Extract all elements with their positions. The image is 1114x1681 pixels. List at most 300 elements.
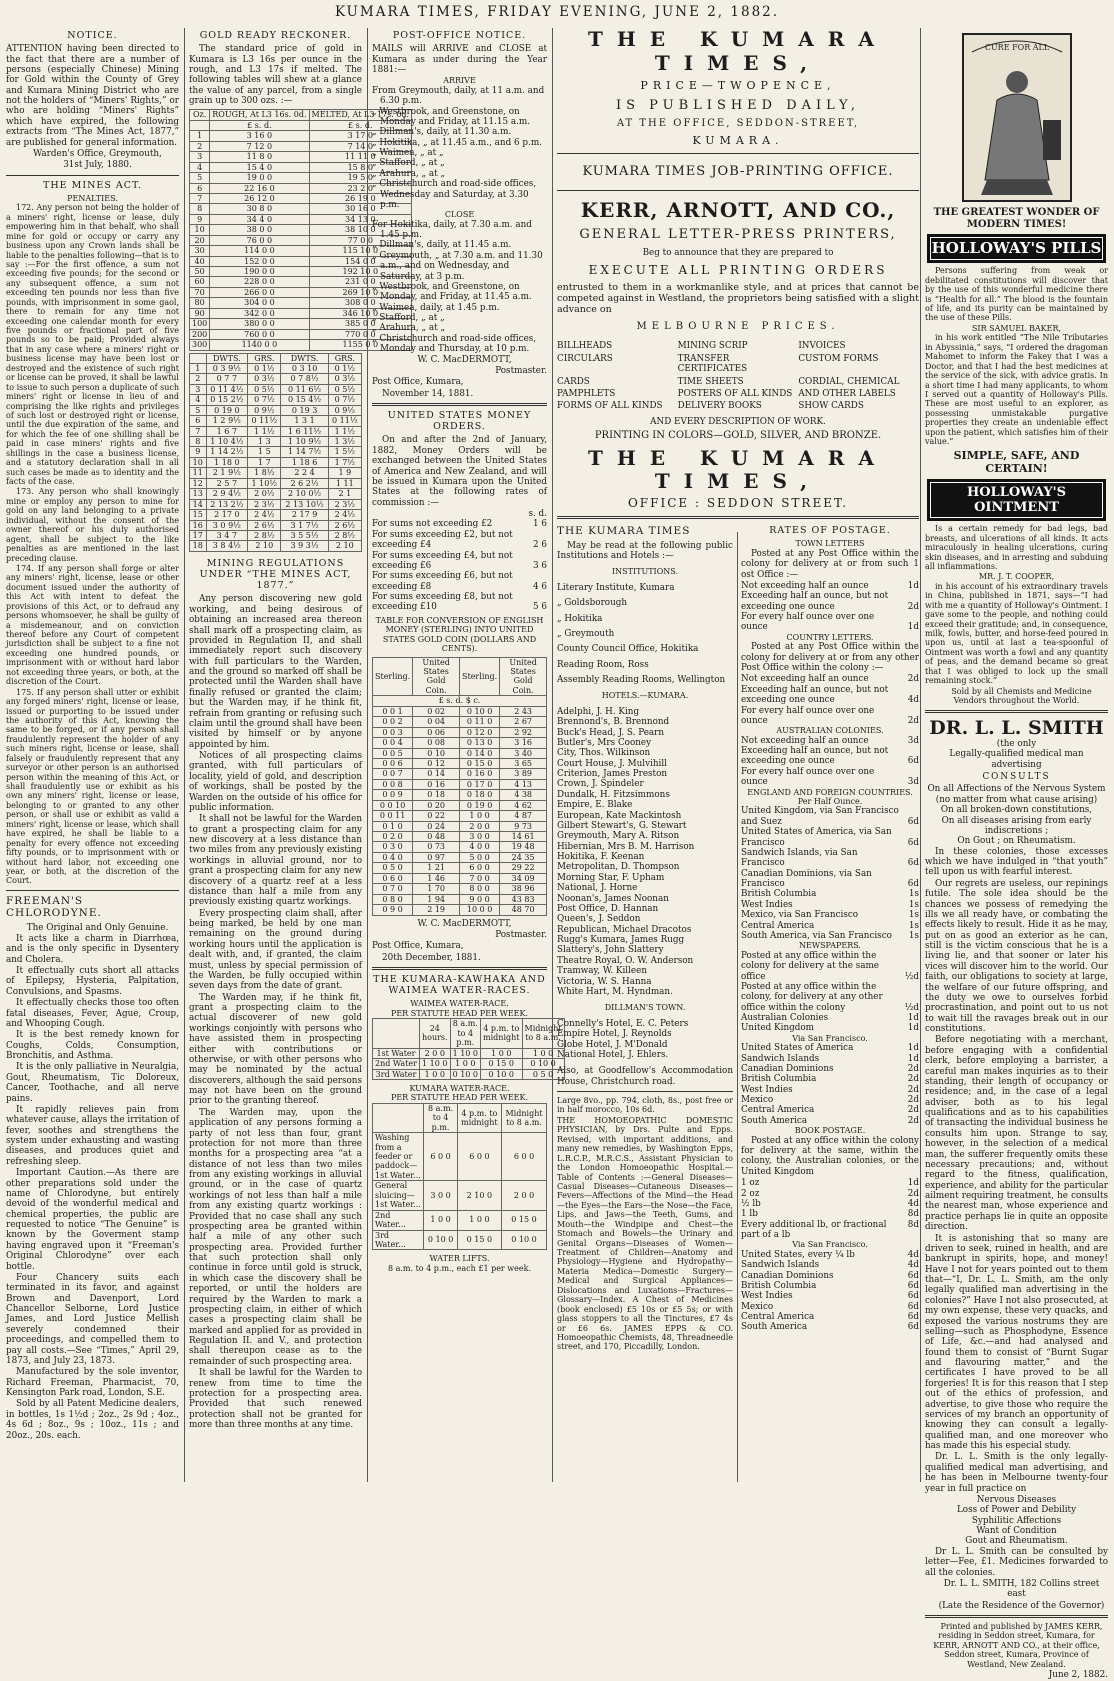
rate-label: West Indies — [741, 1084, 793, 1095]
hotel-item: Theatre Royal, O. W. Anderson — [557, 955, 694, 966]
table-cell: 152 0 0 — [210, 256, 309, 266]
rate-row — [741, 951, 919, 982]
table-cell: 3 40 — [500, 748, 547, 758]
rate-row — [741, 1116, 919, 1126]
town-letters-heading: TOWN LETTERS — [795, 539, 865, 549]
table-cell: 2 0 0 — [460, 821, 500, 831]
table-cell: 1 — [190, 131, 210, 141]
service-item: CORDIAL, CHEMICAL — [798, 376, 900, 387]
hotel-item: Metropolitan, D. Thompson — [557, 862, 680, 873]
table-cell: 1 18 0 — [206, 457, 248, 467]
divider — [372, 967, 547, 970]
rate-row — [741, 910, 919, 920]
waimea-subtitle: PER STATUTE HEAD PER WEEK. — [390, 1008, 529, 1018]
table-cell: 9 0 0 — [460, 894, 500, 904]
table-cell: 2nd Water... — [373, 1210, 424, 1230]
rate-label: ½ lb — [741, 1198, 761, 1209]
rate-value: 2d — [907, 1115, 919, 1126]
dwt-row — [190, 499, 362, 509]
freeman-para: Four Chancery suits each terminated in its favor, and against Brown and Davenport, Lord Chancellor Selborne, Lord Justice James, and Lord Justice Mellish severely condemned their proceedings, and compelled them to pay all costs.—See “Times,” April 29, 1873, and July 23, 1873. — [6, 1272, 179, 1366]
kumara-race-row — [373, 1133, 547, 1181]
divider — [372, 403, 547, 406]
table-cell: 380 0 0 — [210, 319, 309, 329]
mining-para: It shall not be lawful for the Warden to grant a prospecting claim for any new discovery at a less distance than two miles from any previously existing workings in alluvial ground, nor to grant a prospecting claim for any new discovery of a quartz reef at a less distance than half a mile from any previously existing quartz workings. — [189, 814, 362, 908]
conversion-row — [373, 884, 547, 894]
table-cell: 2 13 2½ — [206, 499, 248, 509]
table-cell: 7 12 0 — [210, 141, 309, 151]
table-cell: 0 11½ — [328, 416, 361, 426]
table-cell: 20 — [190, 235, 210, 245]
rate-value: 5 6 — [533, 602, 547, 613]
rate-label: United Kingdom, via San Francisco and Suez — [741, 806, 899, 827]
table-cell: 1 7 — [248, 457, 281, 467]
table-cell: 2 10 0 — [457, 1181, 501, 1210]
dr-para: Before negotiating with a merchant, before engaging with a confidential clerk, before employing a barrister, a careful man makes inquiries as to their standing, their length of occupancy or residence; and, in the case of a legal adviser, both as to his legal qualifications and as to his capabilities of transacting the individual business he consults him upon. Strange to say, however, in the selection of a medical man, the sufferer frequently omits these necessary precautions; and, without regard to the fitness, qualification, experience, and ability for the particular ailment requiring treatment, he consults the nearest man, whose experience and practice perhaps lie in quite an opposite direction. — [925, 1035, 1108, 1233]
table-cell: 0 0 11 — [373, 811, 413, 821]
every-description: AND EVERY DESCRIPTION OF WORK. — [650, 416, 826, 427]
table-cell: 1 10½ — [248, 478, 281, 488]
rate-value: 6d — [907, 879, 919, 890]
table-cell: 40 — [190, 256, 210, 266]
table-cell: 26 19 0 — [309, 193, 412, 203]
table-cell: 2 2 4 — [281, 468, 328, 478]
kumara-race-row — [373, 1230, 547, 1250]
arrive-heading: ARRIVE — [443, 76, 476, 86]
town-intro: Posted at any Post Office within the colony for delivery at or from such 1 ost Office :— — [741, 548, 919, 580]
close-item: „ Westbrook, and Greenstone, on Monday, and Friday, at 11.45 a.m. — [372, 281, 532, 303]
section-173: 173. Any person who shall knowingly mine or employ any person to mine for gold on any land belonging to a private individual, without the consent of the owner thereof or his duly authorised agent, shall be subject to the like penalties as are mentioned in the last preceding clause. — [6, 487, 179, 563]
hotel-item: Butler's, Mrs Cooney — [557, 737, 652, 748]
conversion-row — [373, 758, 547, 768]
table-cell: 70 — [190, 287, 210, 297]
table-cell: 200 — [190, 329, 210, 339]
rate-label: United States, every ¼ lb — [741, 1249, 855, 1260]
table-cell: 1st Water — [373, 1048, 420, 1058]
emblem-text: CURE FOR ALL — [984, 43, 1049, 52]
table-cell: 2 6½ — [328, 520, 361, 530]
table-cell: 2 13 10½ — [281, 499, 328, 509]
hotel-item: Empire, E. Blake — [557, 800, 633, 811]
table-cell: 30 16 0 — [309, 204, 412, 214]
service-item: POSTERS OF ALL KINDS — [677, 388, 793, 399]
hotel-item: Slattery's, John Slattery — [557, 945, 664, 956]
table-head: Midnight to 8 a.m. — [522, 1019, 564, 1048]
rates-title: RATES OF POSTAGE. — [769, 525, 891, 537]
table-cell: 1 0 0 — [419, 1069, 450, 1079]
table-cell: 6 0 0 — [502, 1133, 547, 1181]
table-cell: 24 35 — [500, 852, 547, 862]
rate-value: 6d — [907, 1312, 919, 1323]
table-head: 24 hours. — [419, 1019, 450, 1048]
table-cell: 0 04 — [413, 717, 460, 727]
table-cell: 0 5 0 — [373, 863, 413, 873]
dwt-row — [190, 520, 362, 530]
rate-label: For sums exceeding £6, but not exceeding £8 — [372, 571, 513, 592]
gold-units: £ s. d. — [309, 120, 412, 130]
rate-value: 6d — [907, 858, 919, 869]
conv-head: Sterling. — [373, 657, 413, 696]
rate-label: Every additional lb, or fractional part of a lb — [741, 1219, 887, 1241]
table-cell: 2 10 — [328, 541, 361, 551]
table-cell: 5 0 0 — [460, 852, 500, 862]
rate-value: 1s — [908, 899, 919, 910]
table-cell: 0 7 7 — [206, 374, 248, 384]
water-lifts-title: WATER LIFTS. — [429, 1254, 490, 1264]
dr-speciality-item: Syphilitic Affections — [971, 1515, 1062, 1526]
us-rates — [372, 519, 547, 612]
institution-item: „ Hokitika — [557, 613, 603, 624]
rate-label: For sums not exceeding £2 — [372, 519, 493, 530]
kumara-race-row — [373, 1210, 547, 1230]
notice-date: 31st July, 1880. — [63, 160, 132, 171]
book-intro: Posted at any office within the colony for delivery at the same, within the colony, the Australian colonies, or the United Kingdom — [741, 1135, 919, 1177]
rate-label: South America, via San Francisco — [741, 930, 892, 941]
table-cell: 1 0 0 — [424, 1210, 457, 1230]
rate-label: Mexico, via San Francisco — [741, 910, 859, 921]
institution-item: „ Goldsborough — [557, 598, 628, 609]
rate-row — [741, 806, 919, 827]
holloway-pills-banner: HOLLOWAY'S PILLS — [927, 234, 1106, 264]
column-1 — [2, 28, 183, 1480]
conversion-row — [373, 873, 547, 883]
rate-value: 3d — [907, 777, 919, 788]
gold-head: MELTED, At L3 17s. 0d. — [309, 110, 412, 120]
dwt-row — [190, 416, 362, 426]
hotel-item: Gilbert Stewart's, G. Stewart — [557, 820, 687, 831]
table-head — [373, 1103, 424, 1132]
close-item: „ Christchurch and road-side offices, Monday and Thursday, at 10 p.m. — [372, 333, 537, 355]
postmaster-title: Postmaster. — [495, 365, 547, 376]
rate-label: South America — [741, 1115, 808, 1126]
table-cell: 0 15 0 — [460, 758, 500, 768]
table-cell: 6 — [190, 416, 207, 426]
rate-value: 2d — [907, 1095, 919, 1106]
arrive-item: „ Arahura, „ at „ — [372, 168, 446, 179]
service-item: AND OTHER LABELS — [798, 388, 896, 399]
section-175: 175. If any person shall utter or exhibit any forged miners' right, license or lease, issued or purporting to be issued under the authority of this Act, knowing the same to be forged, or if any person shall fraudulently represent the holder of any such miners right, license or lease, shall falsely or fraudulently represent that any surveyor or other person is an authorised person within the meaning of this Act, or shall fraudulently use or exhibit as his own any miners' right, license or lease, belonging to or granted to any other person, or shall use or exhibit as valid a miners' right, license or lease, which shall have expired, he shall be liable to a penalty for every offence not exceeding fifty pounds, or to imprisonment with or without hard labor, not exceeding one year, or both, at the discretion of the Court. — [6, 687, 179, 886]
table-cell: 1 2 9½ — [206, 416, 248, 426]
rate-value: 1d — [907, 1053, 919, 1064]
table-cell: 0 9 0 — [373, 905, 413, 915]
price-line: PRICE—TWOPENCE, — [640, 79, 836, 93]
rate-value: 1s — [908, 910, 919, 921]
hotel-item: Hokitika, F. Keenan — [557, 852, 645, 863]
mining-para: The Warden may, if he think fit, grant a prospecting claim to the actual discoverer of new gold workings conjointly with persons who have assisted them in prospecting either with contributions or otherwise, or with other persons who may be nominated by the actual discoverers, although the said persons may not have been on the ground prior to the granting thereof. — [189, 992, 362, 1107]
dillman-list — [557, 1019, 733, 1061]
rate-label: Central America — [741, 1312, 815, 1323]
table-cell: 7 14 0 — [309, 141, 412, 151]
dr-specialities-list — [925, 1495, 1108, 1547]
table-cell: 100 — [190, 319, 210, 329]
rate-label: 1 oz — [741, 1178, 760, 1189]
table-cell: 2 19 — [413, 905, 460, 915]
table-cell: 0 14 — [413, 769, 460, 779]
table-cell: 1 6 7 — [206, 426, 248, 436]
rate-row — [741, 1023, 919, 1033]
table-cell: 0 11 4½ — [206, 384, 248, 394]
kumara-times-banner-2: THE KUMARA TIMES, — [588, 445, 888, 494]
table-cell: 0 0 5 — [373, 748, 413, 758]
table-cell: 0 15 2½ — [206, 395, 248, 405]
mining-para: Notices of all prospecting claims granted, with full particulars of locality, yield of gold, and description of workings, shall be posted by the Warden on the outside of his office for public information. — [189, 751, 362, 813]
table-cell: 38 0 0 — [210, 225, 309, 235]
ointment-body: Is a certain remedy for bad legs, bad breasts, and ulcerations of all kinds. It acts miraculously in healing ulcerations, curing skin diseases, and in arresting and subduing all inflammations. — [925, 524, 1108, 571]
rate-label: Sandwich Islands, via San Francisco — [741, 847, 858, 869]
hotel-item: Adelphi, J. H. King — [557, 706, 640, 717]
hotel-item: Victoria, W. S. Hanna — [557, 976, 652, 987]
rate-row — [372, 530, 547, 551]
rate-row — [741, 1105, 919, 1115]
dwt-row — [190, 541, 362, 551]
via-sf-heading: Via San Francisco. — [792, 1033, 868, 1043]
table-cell: 19 48 — [500, 842, 547, 852]
via-sf-rates — [741, 1043, 919, 1126]
table-cell: 154 0 0 — [309, 256, 412, 266]
table-cell: 0 5 0 — [522, 1069, 564, 1079]
table-cell: 30 8 0 — [210, 204, 309, 214]
mining-regs-title: MINING REGULATIONS UNDER “THE MINES ACT, 1877.” — [199, 557, 352, 592]
printers-line: GENERAL LETTER-PRESS PRINTERS, — [579, 227, 897, 243]
table-cell: 3 5 5½ — [281, 530, 328, 540]
table-cell: 2 0½ — [248, 489, 281, 499]
table-cell: 9 — [190, 447, 207, 457]
divider — [925, 1615, 1108, 1618]
table-cell: 0 1½ — [248, 363, 281, 373]
rate-label: West Indies — [741, 1291, 793, 1302]
table-cell: 15 — [190, 510, 207, 520]
rate-row — [741, 706, 919, 727]
kerr-arnott-title: KERR, ARNOTT, AND CO., — [580, 197, 896, 222]
table-cell: 30 — [190, 246, 210, 256]
rate-row — [741, 827, 919, 848]
table-head: 4 p.m. to midnight — [481, 1019, 522, 1048]
divider — [557, 153, 919, 154]
institution-item: „ Greymouth — [557, 628, 615, 639]
table-cell: 1 21 — [413, 863, 460, 873]
kumara-race-subtitle: PER STATUTE HEAD PER WEEK. — [390, 1093, 529, 1103]
rate-row — [741, 1209, 919, 1219]
rate-row — [741, 581, 919, 591]
table-cell: 38 96 — [500, 884, 547, 894]
conversion-row — [373, 811, 547, 821]
service-item: INVOICES — [798, 341, 846, 352]
rate-value: 2d — [907, 674, 919, 685]
dillman-item: National Hotel, J. Ehlers. — [557, 1049, 669, 1060]
rate-row — [741, 848, 919, 869]
column-4 — [553, 28, 919, 1480]
rate-value: ½d — [904, 1002, 919, 1013]
rate-value: 6d — [907, 837, 919, 848]
rate-value: 4d — [907, 1260, 919, 1271]
postage-rates-section — [737, 523, 919, 1353]
table-cell: 1 5½ — [328, 447, 361, 457]
hotel-item: Crown, J. Spindeler — [557, 779, 644, 790]
section-174: 174. If any person shall forge or alter any miners' right, license, lease or other document issued under the authority of this Act with intent to defeat the provisions of this Act, or to defraud any persons whomsoever, he shall be guilty of a misdemeanour, and on conviction thereof before any Court of competent jurisdiction shall be subject to a fine not exceeding one hundred pounds, or imprisonment with or without hard labor not exceeding three years, or both, at the discretion of the Court. — [6, 563, 179, 687]
table-cell: 760 0 0 — [210, 329, 309, 339]
table-head: 4 p.m. to midnight — [457, 1103, 501, 1132]
table-cell: 190 0 0 — [210, 267, 309, 277]
table-cell: 0 7 8½ — [281, 374, 328, 384]
table-cell: 0 20 — [413, 800, 460, 810]
dwt-head: GRS. — [328, 353, 361, 363]
waimea-table — [372, 1018, 565, 1080]
office-address: OFFICE : SEDDON STREET. — [627, 496, 849, 511]
table-cell: 0 24 — [413, 821, 460, 831]
close-item: „ Arahura, „ at „ — [372, 323, 446, 334]
table-cell: 115 10 0 — [309, 246, 412, 256]
table-cell: 0 5½ — [248, 384, 281, 394]
england-rates — [741, 806, 919, 941]
rate-row — [741, 736, 919, 746]
table-cell: 0 5½ — [328, 384, 361, 394]
rate-label: United States of America — [741, 1043, 854, 1054]
rate-value: 1s — [908, 930, 919, 941]
rate-value: 6d — [907, 756, 919, 767]
table-cell: 4 87 — [500, 811, 547, 821]
rate-label: United States of America, via San Francisco — [741, 827, 892, 848]
dillman-item: Globe Hotel, J. M'Donald — [557, 1039, 668, 1050]
rate-value: 8d — [907, 1219, 919, 1230]
rate-row — [741, 1312, 919, 1322]
table-cell: 1 7½ — [328, 457, 361, 467]
hotel-item: Noonan's, James Noonan — [557, 893, 669, 904]
table-cell: 76 0 0 — [210, 235, 309, 245]
table-cell: 0 10 0 — [481, 1069, 522, 1079]
table-cell: 1 1½ — [248, 426, 281, 436]
table-cell: 5 — [190, 405, 207, 415]
arrive-item: „ Waimea, „ at „ — [372, 148, 444, 159]
table-cell: 0 15 0 — [502, 1210, 547, 1230]
country-rates — [741, 674, 919, 726]
table-cell: 3 16 0 — [210, 131, 309, 141]
table-cell: 80 — [190, 298, 210, 308]
close-item: „ Dillman's, daily, at 11.45 a.m. — [372, 240, 512, 251]
conversion-title: TABLE FOR CONVERSION OF ENGLISH MONEY (STERLING) INTO UNITED STATES GOLD COIN (DOLLARS AND CENTS). — [375, 615, 544, 654]
mining-para: It shall be lawful for the Warden to renew from time to time the protection for a prospecting area. Provided that such renewed protection shall not be granted for more than three months at any time. — [189, 1368, 362, 1431]
post-office-title: POST-OFFICE NOTICE. — [392, 30, 527, 41]
baker-heading: SIR SAMUEL BAKER, — [971, 323, 1062, 333]
table-cell: 3 17 0 — [309, 131, 412, 141]
rate-value: 1d — [907, 1178, 919, 1189]
rate-label: Central America — [741, 920, 815, 931]
table-cell: 0 14 0 — [460, 748, 500, 758]
section-172: 172. Any person not being the holder of a miners' right, license or lease, duly empowering him in that behalf, who shall mine for gold or occupy or carry any business upon any Crown lands shall be liable to the penalties following—that is to say :—For the first offence, a sum not exceeding five pounds; for the second or any subsequent offence, a sum not exceeding ten pounds nor less than five pounds, with imprisonment in some gaol, there to remain for any time not exceeding one calendar month for every five pounds or fractional part of five pounds so to be paid; Provided always that in any case where a miners' right or business license may have been lost or destroyed and the existence of such right or license can be proved, it shall be lawful to issue to such person a duplicate of such miners' right or license in lieu of and comprising the like rights and privileges of such lost or destroyed right or license, until the due expiration of the same, and for which the fee of one shilling shall be paid in case miners' rights and five shillings in the case a business license, and a statutory declaration shall in all such cases be made as to identity and the facts of the case. — [6, 203, 179, 487]
table-cell: 8 — [190, 204, 210, 214]
goodfellow-note: Also, at Goodfellow's Accommodation House, Christchurch road. — [557, 1066, 733, 1087]
conversion-row — [373, 852, 547, 862]
rate-label: Not exceeding half an ounce — [741, 674, 869, 685]
table-cell: 50 — [190, 267, 210, 277]
hotel-item: White Hart, M. Hyndman. — [557, 986, 673, 997]
rate-label: Exceeding half an ounce, but not exceeding one ounce — [741, 746, 889, 767]
table-cell: 1 0 0 — [460, 811, 500, 821]
table-cell: 114 0 0 — [210, 246, 309, 256]
dillman-item: Connelly's Hotel, E. C. Peters — [557, 1018, 689, 1029]
rate-row — [741, 591, 919, 612]
table-cell: 1 10 9½ — [281, 437, 328, 447]
table-cell: 3 4 7 — [206, 530, 248, 540]
dr-speciality-item: Want of Condition — [976, 1526, 1057, 1537]
conversion-row — [373, 748, 547, 758]
rate-value: 4d — [907, 1198, 919, 1209]
arrive-item: „ Dillman's, daily, at 11.30 a.m. — [372, 127, 512, 138]
melbourne-prices: MELBOURNE PRICES. — [636, 320, 840, 332]
dillman-heading: DILLMAN'S TOWN. — [604, 1003, 686, 1013]
table-cell: 4 38 — [500, 790, 547, 800]
table-cell: Washing from a feeder or paddock— 1st Water... — [373, 1133, 424, 1181]
table-cell: 0 0 10 — [373, 800, 413, 810]
table-cell: 1 70 — [413, 884, 460, 894]
service-item: CUSTOM FORMS — [798, 353, 879, 364]
table-cell: 2 10 — [248, 541, 281, 551]
us-money-orders-title: UNITED STATES MONEY ORDERS. — [387, 410, 532, 433]
colors-line: PRINTING IN COLORS—GOLD, SILVER, AND BRONZE. — [594, 430, 882, 442]
rate-value: 6d — [907, 1301, 919, 1312]
mining-para: The Warden may, upon the application of any persons forming a party of not less than four, grant protection for not more than three months for a prospecting area “at a distance of not less than two miles from any existing workings in alluvial ground, or in the case of quartz workings of not less than half a mile from any existing quartz workings : Provided that no case shall any such prospecting area be granted within half a mile of any other such prospecting area. Provided further that such protection shall only continue in force until gold is struck, in which case the discovery shall be reported, or until the holders are required by the Warden to mark a prospecting claim, in either of which cases a prospecting claim shall be marked and applied for as provided in Regulation II. and V., and protection shall thereupon cease as to the remainder of such prospecting area. — [189, 1107, 362, 1367]
institution-item: Assembly Reading Rooms, Wellington — [557, 675, 726, 686]
town-rates — [741, 581, 919, 633]
dr-para: It is astonishing that so many are driven to seek, ruined in health, and are bankrupt in spirits, hope, and money! Have I not for years pointed out to them that—“I, Dr. L. L. Smith, am the only legally qualified man advertising in the colonies?” Have I not also prosecuted, at my own expense, these very quacks, and exposed the various nostrums they are selling—such as Phosphodyne, Essence of Life, &c.—and had analysed and found them to consist of “Burnt Sugar and flavouring matter,” and the certificates I have proved to be all forgeries! It is for this reason that I step out of the ethics of profession, and advertise, to give those who require the services of my branch an opportunity of knowing they can consult a legally-qualified man, and one moreover who has made this his especial study. — [925, 1233, 1108, 1452]
table-cell: 11 8 0 — [210, 152, 309, 162]
rate-label: For every half ounce over one ounce — [741, 705, 875, 726]
post-office-date: 20th December, 1881. — [382, 952, 481, 963]
rate-label: Sandwich Islands — [741, 1053, 820, 1064]
table-cell: 4 62 — [500, 800, 547, 810]
service-item: CARDS — [557, 376, 590, 387]
us-money-orders-body: On and after the 2nd of January, 1882, Money Orders will be exchanged between the United States of America and New Zealand, and will be issued in Kumara upon the United States at the following rates of commission :— — [372, 435, 547, 508]
institution-item: Reading Room, Ross — [557, 659, 649, 670]
read-body: May be read at the following public Institutions and Hotels :— — [557, 540, 733, 561]
reading-rooms-section — [557, 523, 737, 1353]
hotel-item: Greymouth, Mary A. Ritson — [557, 831, 680, 842]
table-cell: 266 0 0 — [210, 287, 309, 297]
book-ad: Large 8vo., pp. 794, cloth, 8s., post free or in half morocco, 10s 6d. — [557, 1096, 733, 1115]
table-cell: 0 19 3 — [281, 405, 328, 415]
sold-by: Sold by all Chemists and Medicine Vendors throughout the World. — [951, 686, 1092, 706]
freeman-para: It effectually cuts short all attacks of Epilepsy, Hysteria, Palpitation, Convulsions, and Spasms. — [6, 966, 179, 997]
gold-head: Oz. — [190, 110, 210, 120]
close-list — [372, 220, 547, 355]
dr-para: In these colonies, those excesses which we have indulged in “that youth” tell upon us with fearful interest. — [925, 846, 1108, 878]
kumara-race-row — [373, 1181, 547, 1210]
institutions-list — [557, 583, 733, 686]
freeman-subtitle: The Original and Only Genuine. — [26, 922, 169, 933]
rate-row — [741, 767, 919, 788]
conversion-row — [373, 800, 547, 810]
table-cell: 1 10 0 — [419, 1059, 450, 1069]
table-cell: 0 12 — [413, 758, 460, 768]
freeman-para: It is the only palliative in Neuralgia, Gout, Rheumatism, Tic Doloreux, Cancer, Toothache, and all nerve pains. — [6, 1062, 179, 1104]
service-item: FORMS OF ALL KINDS — [557, 401, 663, 412]
dr-affections-list — [925, 784, 1108, 846]
table-cell: 5 — [190, 173, 210, 183]
dr-affection-item: On all broken-down constitutions, — [940, 805, 1093, 816]
table-cell: 19 0 0 — [210, 173, 309, 183]
rate-value: 2d — [907, 1084, 919, 1095]
rate-row — [372, 519, 547, 529]
gold-head: ROUGH, At L3 16s. 0d. — [210, 110, 309, 120]
notice-sign: Warden's Office, Greymouth, — [33, 148, 162, 159]
postmaster-title: Postmaster. — [495, 929, 547, 940]
hotel-item: Queen's, J. Seddon — [557, 914, 641, 925]
postmaster-name: W. C. MacDERMOTT, — [417, 918, 512, 929]
table-head: 8 a.m. to 4 p.m. — [450, 1019, 480, 1048]
table-cell: 269 10 0 — [309, 287, 412, 297]
hotel-item: National, J. Horne — [557, 883, 638, 894]
newspapers-heading: NEWSPAPERS. — [799, 941, 861, 951]
table-cell: 0 12 0 — [460, 727, 500, 737]
rate-label: For sums exceeding £4, but not exceeding £6 — [372, 550, 513, 571]
